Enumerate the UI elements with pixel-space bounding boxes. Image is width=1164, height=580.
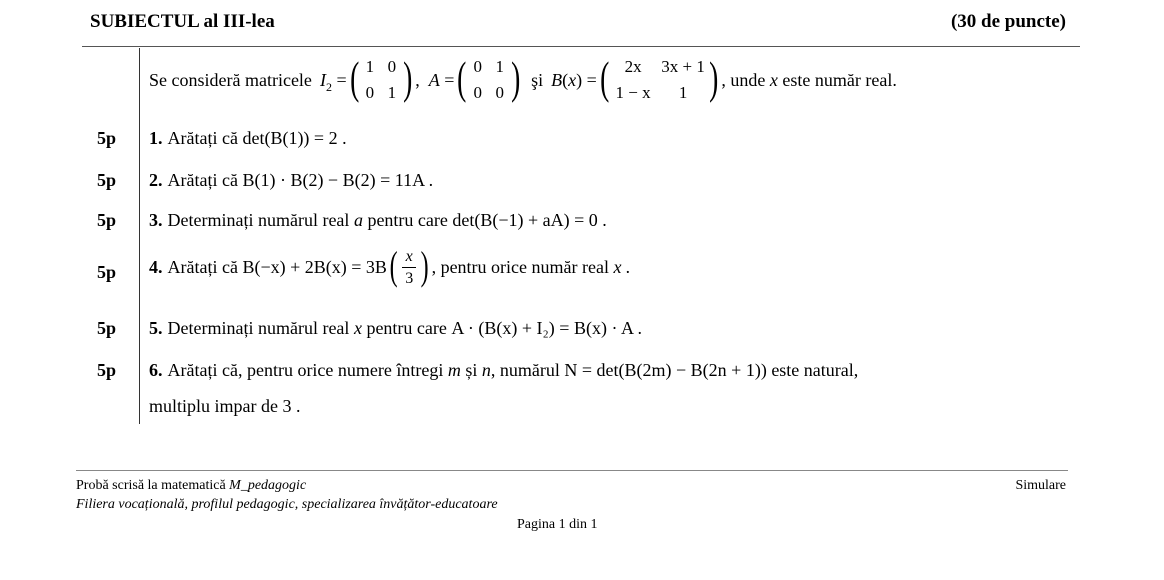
a-symbol: A — [428, 69, 440, 90]
intro-statement: Se consideră matricele $I_2$ = ( 1 0 0 1 ) , A = ( 0 1 0 0 ) şi B(x) = ( 2x 3x + 1 1 − x 1 ) , unde x este număr real. — [149, 54, 897, 106]
item-5-points: 5p — [97, 318, 117, 338]
points-column-divider — [139, 48, 140, 424]
item-2: 2. Arătați că B(1) · B(2) − B(2) = 11A . — [149, 170, 434, 190]
i2-subscript: 2 — [325, 79, 332, 94]
footer-exam-title: Probă scrisă la matematică M_pedagogic — [76, 478, 307, 493]
item-4: 4. Arătați că B(−x) + 2B(x) = 3B ( $\frac{x}{3}$ ) , pentru orice număr real x . — [149, 242, 631, 288]
footer-specialization: Filiera vocațională, profilul pedagogic, specializarea învățător-educatoare — [76, 497, 498, 512]
b-matrix: 2x 3x + 1 1 − x 1 — [615, 57, 705, 102]
item-1-expression: det(B(1)) = 2 . — [242, 128, 347, 148]
footer-divider — [76, 470, 1068, 471]
footer-simulation-label: Simulare — [1015, 478, 1066, 493]
item-3-points: 5p — [97, 210, 117, 230]
item-3-expression: det(B(−1) + aA) = 0 . — [452, 210, 607, 230]
b-symbol: B — [551, 69, 563, 90]
item-6: 6. Arătați că, pentru orice numere întregi m și n , numărul N = det(B(2m) − B(2n + 1)) este natural, — [149, 360, 859, 380]
section-title: SUBIECTUL al III-lea — [90, 11, 275, 32]
item-6-continuation: multiplu impar de 3 . — [149, 396, 301, 416]
section-points: (30 de puncte) — [950, 11, 1066, 32]
item-6-expression: N = det(B(2m) − B(2n + 1)) — [564, 360, 767, 380]
item-5: 5. Determinați numărul real x pentru care A · (B(x) + I₂) = B(x) · A . — [149, 318, 642, 338]
item-1-points: 5p — [97, 128, 117, 148]
item-4-points: 5p — [97, 262, 117, 282]
item-6-points: 5p — [97, 360, 117, 380]
i2-symbol: I — [319, 69, 326, 90]
i2-matrix: 1 0 0 1 — [365, 57, 397, 102]
intro-text: Se consideră matricele — [149, 69, 312, 90]
a-matrix: 0 1 0 0 — [473, 57, 504, 102]
item-5-expression: A · (B(x) + I₂) = B(x) · A . — [451, 318, 642, 338]
item-2-expression: B(1) · B(2) − B(2) = 11A . — [242, 170, 434, 190]
page-number: Pagina 1 din 1 — [517, 517, 598, 532]
header-divider — [82, 46, 1080, 47]
item-2-points: 5p — [97, 170, 117, 190]
fraction: $\frac{x}{3}$ — [402, 246, 416, 289]
item-3: 3. Determinați numărul real a pentru care det(B(−1) + aA) = 0 . — [149, 210, 607, 230]
item-1: 1. Arătați că det(B(1)) = 2 . — [149, 128, 347, 148]
